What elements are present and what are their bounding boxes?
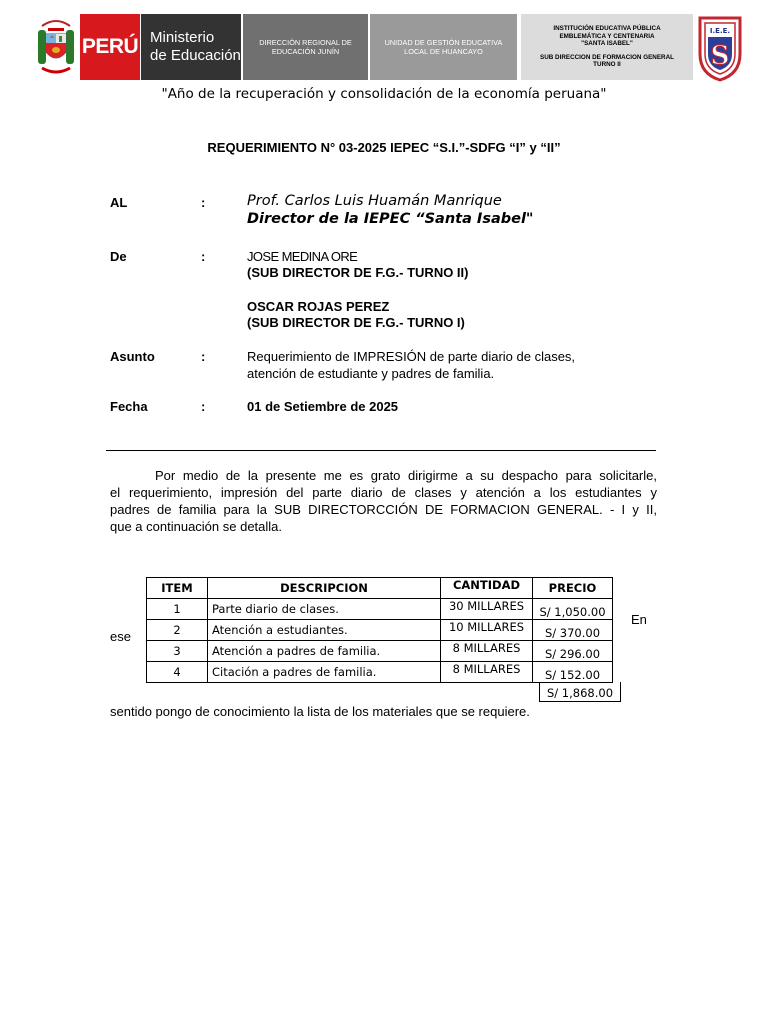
- divider: [106, 450, 656, 451]
- intro-line-1: Por medio de la presente me es grato dirigirme a su despacho para solicitarle,: [155, 468, 657, 483]
- table-row: [147, 641, 613, 662]
- table-header-row: [147, 578, 613, 599]
- al-role-quote: ": [525, 211, 534, 227]
- ministerio-logo: [141, 14, 241, 80]
- cell-precio: S/ 1,050.00: [533, 599, 613, 620]
- floating-text-ese: ese: [110, 629, 131, 644]
- asunto-line-1: Requerimiento de IMPRESIÓN de parte diario de clases,: [247, 349, 576, 364]
- fecha-label: Fecha: [110, 399, 148, 414]
- table-row: [147, 662, 613, 683]
- header-descripcion: DESCRIPCION: [208, 578, 441, 599]
- asunto-label: Asunto: [110, 349, 155, 364]
- cell-desc: Atención a estudiantes.: [208, 620, 441, 641]
- al-colon: :: [201, 195, 206, 210]
- intro-line-4: que a continuación se detalla.: [110, 519, 283, 534]
- ugel-banner: UNIDAD DE GESTIÓN EDUCATIVA LOCAL DE HUANCAYO: [370, 14, 517, 80]
- de-name-1: JOSE MEDINA ORE: [247, 249, 358, 264]
- intro-line-2: el requerimiento, impresión del parte diario de clases y atención a los estudiantes y: [110, 485, 657, 500]
- document-title: REQUERIMIENTO N° 03-2025 IEPEC “S.I.”-SDFG “I” y “II”: [207, 140, 561, 155]
- closing-sentence: sentido pongo de conocimiento la lista de los materiales que se requiere.: [110, 704, 530, 719]
- year-motto: "Año de la recuperación y consolidación de la economía peruana": [161, 86, 607, 102]
- peru-logo: PERÚ: [80, 14, 140, 80]
- de-role-1: (SUB DIRECTOR DE F.G.- TURNO II): [247, 265, 469, 280]
- total-price: S/ 1,868.00: [539, 682, 621, 702]
- cell-precio: S/ 296.00: [533, 641, 613, 662]
- fecha-value: 01 de Setiembre de 2025: [247, 399, 399, 414]
- cell-cantidad: 8 MILLARES: [441, 641, 533, 662]
- cell-cantidad: 10 MILLARES: [441, 620, 533, 641]
- institution-banner: INSTITUCIÓN EDUCATIVA PÚBLICA EMBLEMÁTICA Y CENTENARIA "SANTA ISABEL" SUB DIRECCION DE FORMACION GENERAL TURNO II: [521, 14, 693, 80]
- ministerio-line2: de Educación: [150, 47, 241, 64]
- de-label: De: [110, 249, 127, 264]
- cell-desc: Atención a padres de familia.: [208, 641, 441, 662]
- fecha-colon: :: [201, 399, 206, 414]
- cell-precio: S/ 152.00: [533, 662, 613, 683]
- cell-cantidad: 30 MILLARES: [441, 599, 533, 620]
- cell-item: 2: [147, 620, 208, 641]
- table-row: [147, 620, 613, 641]
- cell-precio: S/ 370.00: [533, 620, 613, 641]
- coat-of-arms-icon: [34, 16, 78, 78]
- intro-paragraph: [110, 467, 657, 535]
- school-shield-icon: [696, 14, 744, 82]
- al-role-main: Director de la IEPEC “Santa Isabel: [247, 211, 526, 227]
- cell-item: 1: [147, 599, 208, 620]
- shield-label: I.E.E.: [709, 27, 731, 35]
- table-row: [147, 599, 613, 620]
- cell-desc: Citación a padres de familia.: [208, 662, 441, 683]
- intro-line-3: padres de familia para la SUB DIRECTORCCIÓN DE FORMACION GENERAL. - I y II,: [110, 502, 657, 517]
- al-role: [247, 211, 533, 227]
- header-precio: PRECIO: [533, 578, 613, 599]
- cell-desc: Parte diario de clases.: [208, 599, 441, 620]
- cell-item: 3: [147, 641, 208, 662]
- de-role-2: (SUB DIRECTOR DE F.G.- TURNO I): [247, 315, 465, 330]
- asunto-line-2: atención de estudiante y padres de familia.: [247, 366, 495, 381]
- de-colon: :: [201, 249, 206, 264]
- floating-text-en: En: [631, 612, 647, 627]
- asunto-colon: :: [201, 349, 206, 364]
- ministerio-line1: Ministerio: [150, 29, 215, 46]
- al-name: Prof. Carlos Luis Huamán Manrique: [247, 193, 502, 209]
- cell-item: 4: [147, 662, 208, 683]
- dre-banner: DIRECCIÓN REGIONAL DE EDUCACIÓN JUNÍN: [243, 14, 368, 80]
- cell-cantidad: 8 MILLARES: [441, 662, 533, 683]
- de-name-2: OSCAR ROJAS PEREZ: [247, 299, 390, 314]
- shield-letter: S: [710, 41, 730, 71]
- items-table: [146, 577, 613, 683]
- header-cantidad: CANTIDAD: [441, 578, 533, 599]
- al-label: AL: [110, 195, 128, 210]
- header-item: ITEM: [147, 578, 208, 599]
